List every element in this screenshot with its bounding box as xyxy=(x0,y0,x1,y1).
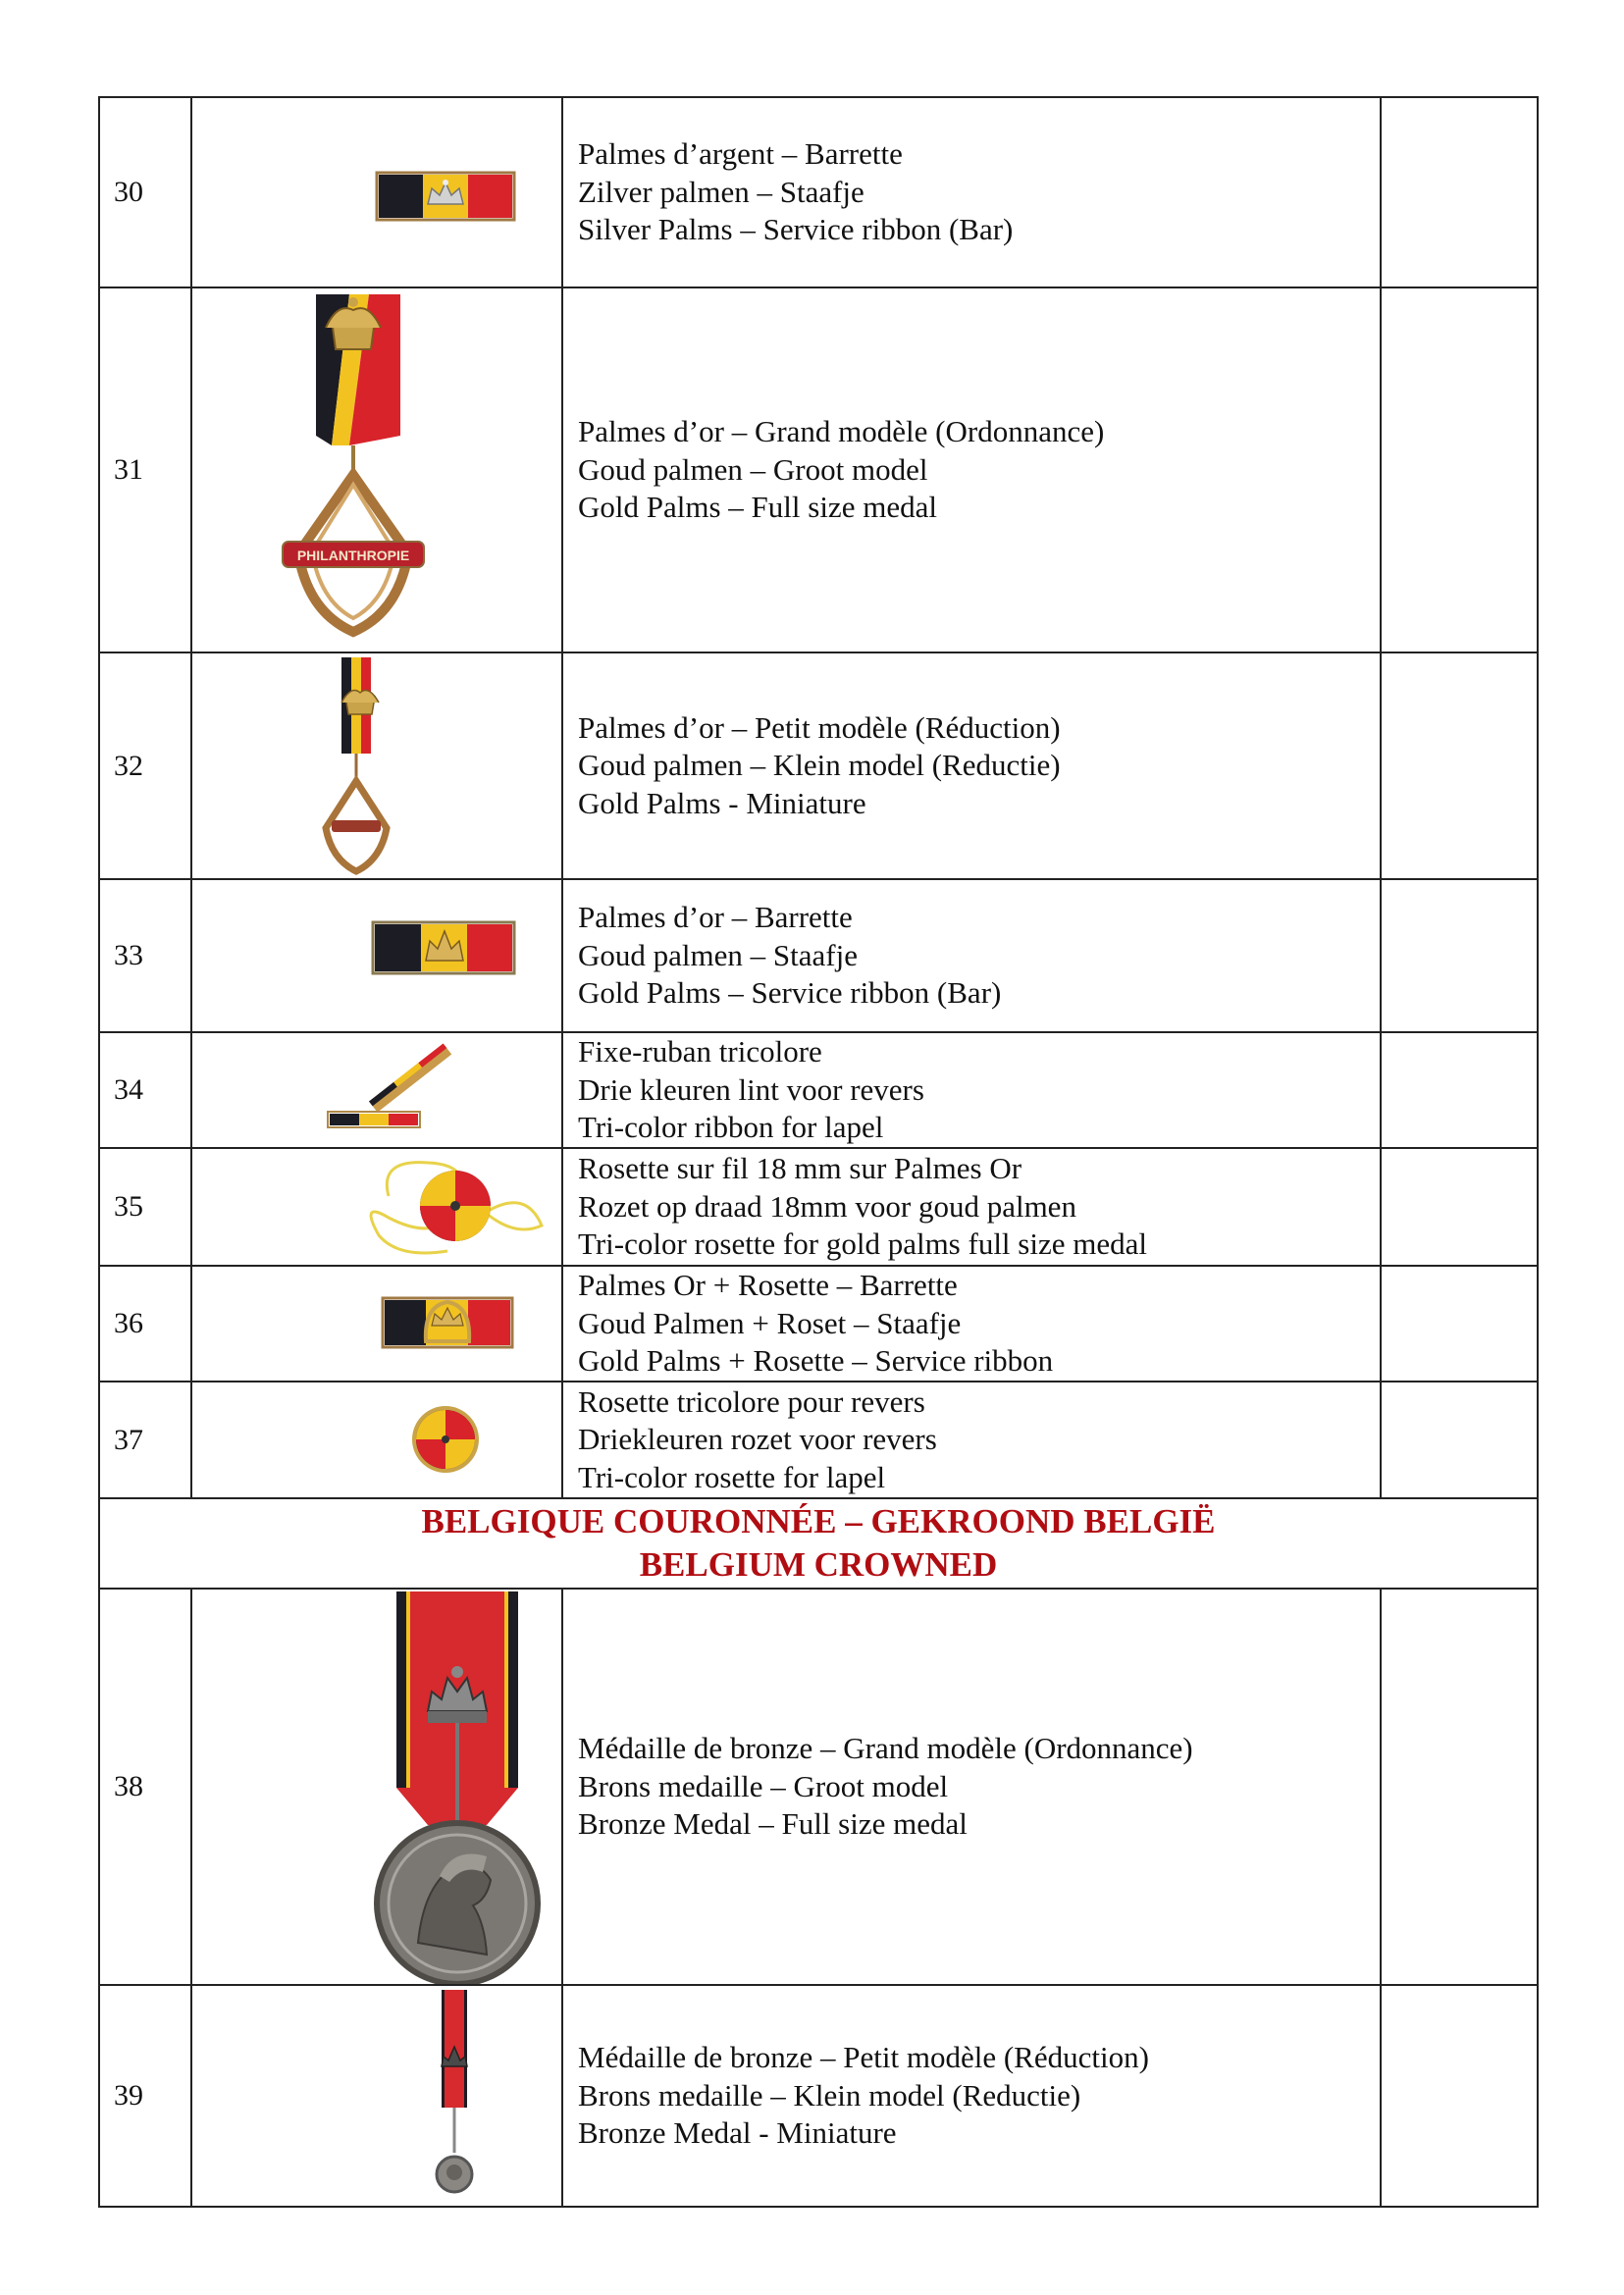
item-description xyxy=(562,879,1381,1032)
description-fr: Médaille de bronze – Grand modèle (Ordonnance) xyxy=(578,1731,1193,1766)
medal-catalog-table xyxy=(98,96,1539,2208)
item-image-cell xyxy=(191,1148,562,1266)
table-row xyxy=(99,1032,1538,1148)
description-en: Gold Palms + Rosette – Service ribbon xyxy=(578,1343,1054,1379)
description-nl: Goud palmen – Klein model (Reductie) xyxy=(578,748,1061,783)
item-number: 36 xyxy=(99,1266,191,1382)
description-fr: Palmes d’or – Petit modèle (Réduction) xyxy=(578,709,1061,745)
description-nl: Rozet op draad 18mm voor goud palmen xyxy=(578,1188,1076,1224)
description-en: Gold Palms – Service ribbon (Bar) xyxy=(578,975,1002,1011)
item-number: 34 xyxy=(99,1032,191,1148)
table-row xyxy=(99,652,1538,879)
item-description xyxy=(562,1266,1381,1382)
bronze-medal-full-size-image xyxy=(192,1590,562,1985)
empty-cell xyxy=(1381,97,1538,287)
description-nl: Goud Palmen + Roset – Staafje xyxy=(578,1305,962,1340)
description-nl: Zilver palmen – Staafje xyxy=(578,174,864,209)
tricolor-lapel-ribbon-image xyxy=(192,1033,562,1148)
item-number: 32 xyxy=(99,652,191,879)
description-nl: Goud palmen – Staafje xyxy=(578,937,858,972)
description-en: Bronze Medal - Miniature xyxy=(578,2115,897,2151)
section-title: BELGIQUE COURONNÉE – GEKROOND BELGIË xyxy=(421,1502,1216,1540)
table-row xyxy=(99,97,1538,287)
item-image-cell xyxy=(191,879,562,1032)
gold-palms-rosette-ribbon-bar-image xyxy=(192,1267,562,1382)
description-en: Tri-color rosette for gold palms full size medal xyxy=(578,1226,1147,1262)
item-description xyxy=(562,1985,1381,2207)
empty-cell xyxy=(1381,1589,1538,1985)
table-row xyxy=(99,1382,1538,1498)
item-description xyxy=(562,1032,1381,1148)
item-image-cell xyxy=(191,1985,562,2207)
table-row xyxy=(99,1266,1538,1382)
section-heading-row xyxy=(99,1498,1538,1589)
item-number: 38 xyxy=(99,1589,191,1985)
description-fr: Fixe-ruban tricolore xyxy=(578,1034,822,1069)
item-description xyxy=(562,1148,1381,1266)
item-description xyxy=(562,652,1381,879)
item-number: 31 xyxy=(99,287,191,652)
description-fr: Palmes Or + Rosette – Barrette xyxy=(578,1268,958,1303)
item-image-cell xyxy=(191,1266,562,1382)
gold-palms-miniature-image xyxy=(192,653,562,879)
empty-cell xyxy=(1381,879,1538,1032)
tricolor-lapel-rosette-image xyxy=(192,1382,562,1498)
empty-cell xyxy=(1381,1148,1538,1266)
table-row xyxy=(99,1589,1538,1985)
medal-banner-text: PHILANTHROPIE xyxy=(296,548,410,563)
description-en: Silver Palms – Service ribbon (Bar) xyxy=(578,212,1014,247)
description-fr: Rosette tricolore pour revers xyxy=(578,1383,925,1419)
item-number: 37 xyxy=(99,1382,191,1498)
description-fr: Médaille de bronze – Petit modèle (Réduction) xyxy=(578,2040,1149,2075)
description-fr: Palmes d’or – Grand modèle (Ordonnance) xyxy=(578,414,1105,449)
item-description xyxy=(562,97,1381,287)
description-en: Tri-color rosette for lapel xyxy=(578,1459,886,1494)
item-number: 35 xyxy=(99,1148,191,1266)
table-row xyxy=(99,879,1538,1032)
item-image-cell xyxy=(191,1382,562,1498)
item-image-cell xyxy=(191,652,562,879)
section-heading xyxy=(99,1498,1538,1589)
table-row xyxy=(99,287,1538,652)
description-nl: Drie kleuren lint voor revers xyxy=(578,1071,924,1107)
bronze-medal-miniature-image xyxy=(192,1986,562,2207)
item-description xyxy=(562,287,1381,652)
item-image-cell xyxy=(191,287,562,652)
table-row xyxy=(99,1985,1538,2207)
empty-cell xyxy=(1381,287,1538,652)
item-description xyxy=(562,1382,1381,1498)
description-nl: Driekleuren rozet voor revers xyxy=(578,1422,937,1457)
description-fr: Palmes d’or – Barrette xyxy=(578,900,853,935)
description-fr: Palmes d’argent – Barrette xyxy=(578,136,903,172)
section-subtitle: BELGIUM CROWNED xyxy=(639,1545,998,1584)
empty-cell xyxy=(1381,1382,1538,1498)
empty-cell xyxy=(1381,1032,1538,1148)
item-number: 30 xyxy=(99,97,191,287)
empty-cell xyxy=(1381,1985,1538,2207)
table-row xyxy=(99,1148,1538,1266)
item-image-cell xyxy=(191,1032,562,1148)
description-nl: Goud palmen – Groot model xyxy=(578,451,928,487)
description-en: Gold Palms - Miniature xyxy=(578,785,866,820)
rosette-on-wire-image xyxy=(192,1149,562,1266)
item-number: 33 xyxy=(99,879,191,1032)
description-en: Gold Palms – Full size medal xyxy=(578,490,937,525)
item-number: 39 xyxy=(99,1985,191,2207)
description-en: Tri-color ribbon for lapel xyxy=(578,1110,884,1145)
gold-palms-full-size-medal-image xyxy=(192,288,562,652)
empty-cell xyxy=(1381,652,1538,879)
item-image-cell xyxy=(191,97,562,287)
silver-palms-ribbon-bar-image xyxy=(192,98,562,287)
description-fr: Rosette sur fil 18 mm sur Palmes Or xyxy=(578,1151,1022,1186)
description-nl: Brons medaille – Klein model (Reductie) xyxy=(578,2077,1081,2112)
gold-palms-ribbon-bar-image xyxy=(192,880,562,1032)
empty-cell xyxy=(1381,1266,1538,1382)
item-description xyxy=(562,1589,1381,1985)
item-image-cell xyxy=(191,1589,562,1985)
description-en: Bronze Medal – Full size medal xyxy=(578,1806,968,1842)
description-nl: Brons medaille – Groot model xyxy=(578,1768,949,1803)
